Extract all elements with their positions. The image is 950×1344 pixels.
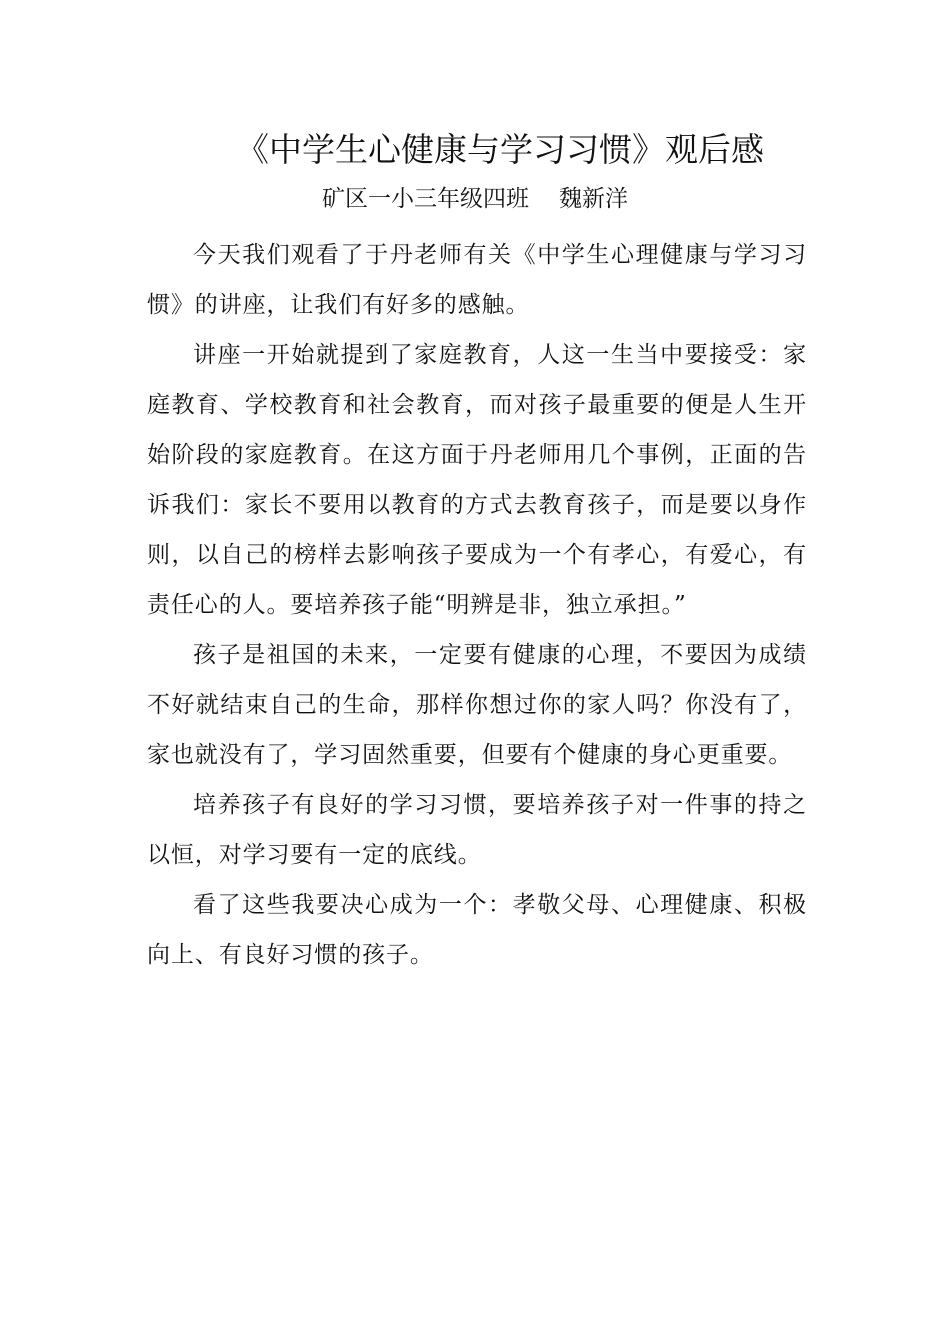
author-class: 矿区一小三年级四班 <box>322 186 529 212</box>
paragraph-study-habits: 培养孩子有良好的学习习惯，要培养孩子对一件事的持之以恒，对学习要有一定的底线。 <box>147 792 807 868</box>
document-title: 《中学生心健康与学习习惯》观后感 <box>236 130 764 169</box>
paragraph-intro: 今天我们观看了于丹老师有关《中学生心理健康与学习习惯》的讲座，让我们有好多的感触。 <box>147 242 807 318</box>
paragraph-mental-health: 孩子是祖国的未来，一定要有健康的心理，不要因为成绩不好就结束自己的生命，那样你想过你的家人吗？你没有了，家也就没有了，学习固然重要，但要有个健康的身心更重要。 <box>147 642 807 768</box>
paragraph-conclusion: 看了这些我要决心成为一个：孝敬父母、心理健康、积极向上、有良好习惯的孩子。 <box>147 892 807 968</box>
document-body <box>147 230 807 980</box>
paragraph-family-education: 讲座一开始就提到了家庭教育，人这一生当中要接受：家庭教育、学校教育和社会教育，而对孩子最重要的便是人生开始阶段的家庭教育。在这方面于丹老师用几个事例，正面的告诉我们：家长不要用以教育的方式去教育孩子，而是要以身作则，以自己的榜样去影响孩子要成为一个有孝心，有爱心，有责任心的人。要培养孩子能“明辨是非，独立承担。” <box>147 342 807 618</box>
author-name: 魏新洋 <box>559 186 628 212</box>
author-line <box>150 183 800 215</box>
